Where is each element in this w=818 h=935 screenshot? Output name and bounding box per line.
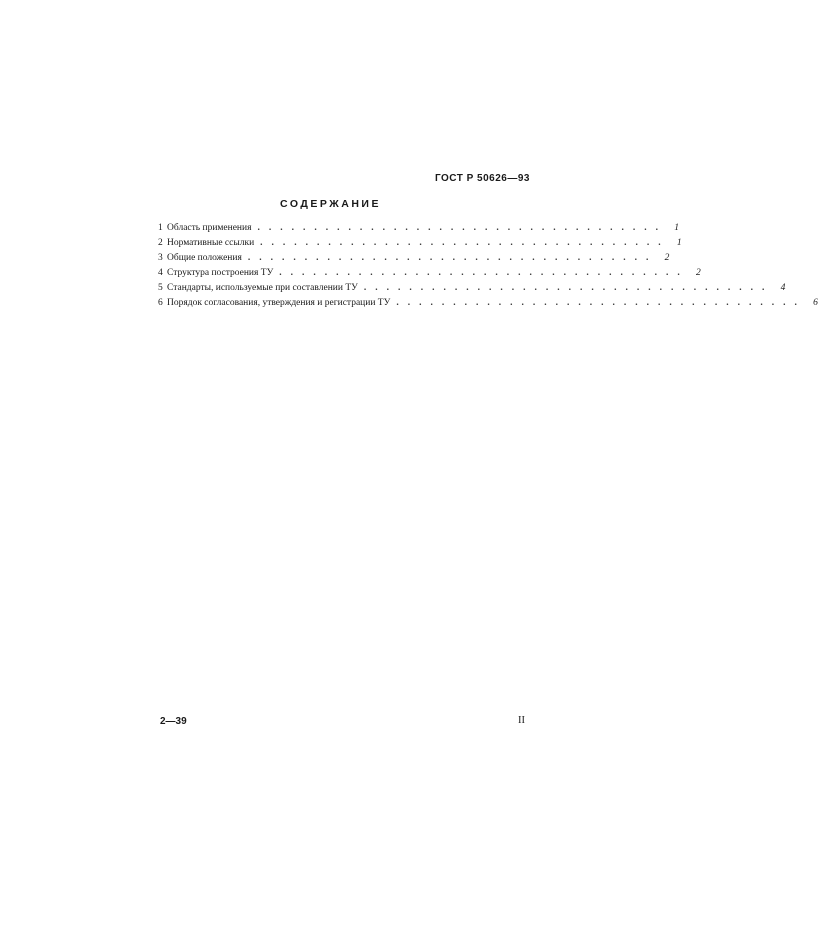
toc-item-label: Структура построения ТУ xyxy=(167,268,274,278)
toc-item-label: Общие положения xyxy=(167,253,242,263)
toc-item-label: Нормативные ссылки xyxy=(167,238,255,248)
toc-leader-dots: .................................... xyxy=(260,238,670,248)
toc-item xyxy=(158,281,786,296)
toc-item xyxy=(158,296,818,311)
table-of-contents xyxy=(158,221,818,311)
toc-item-page: 2 xyxy=(696,268,701,278)
toc-item-page: 1 xyxy=(674,223,679,233)
toc-item-page: 2 xyxy=(664,253,670,263)
toc-title: СОДЕРЖАНИЕ xyxy=(280,198,381,210)
toc-item xyxy=(158,266,701,281)
toc-item-page: 1 xyxy=(676,238,682,248)
toc-item-page: 4 xyxy=(780,283,786,293)
toc-item xyxy=(158,251,670,266)
toc-item-number: 2 xyxy=(158,238,163,248)
toc-item-label: Стандарты, используемые при составлении ТУ xyxy=(167,283,358,293)
toc-item-label: Область применения xyxy=(167,223,252,233)
toc-leader-dots: .................................... xyxy=(247,253,658,263)
toc-item xyxy=(158,221,679,236)
toc-leader-dots: .................................... xyxy=(396,298,806,308)
toc-leader-dots: .................................... xyxy=(279,268,689,278)
standard-code: ГОСТ Р 50626—93 xyxy=(434,173,530,184)
toc-leader-dots: .................................... xyxy=(257,223,667,233)
toc-item-number: 5 xyxy=(158,283,163,293)
toc-leader-dots: .................................... xyxy=(363,283,774,293)
page-number: II xyxy=(518,715,525,726)
toc-item-label: Порядок согласования, утверждения и регистрации ТУ xyxy=(167,298,391,308)
toc-item-number: 6 xyxy=(158,298,163,308)
sheet-signature: 2—39 xyxy=(160,716,187,727)
toc-item-page: 6 xyxy=(813,298,818,308)
toc-item-number: 4 xyxy=(158,268,163,278)
toc-item-number: 1 xyxy=(158,223,163,233)
toc-item-number: 3 xyxy=(158,253,163,263)
toc-item xyxy=(158,236,682,251)
